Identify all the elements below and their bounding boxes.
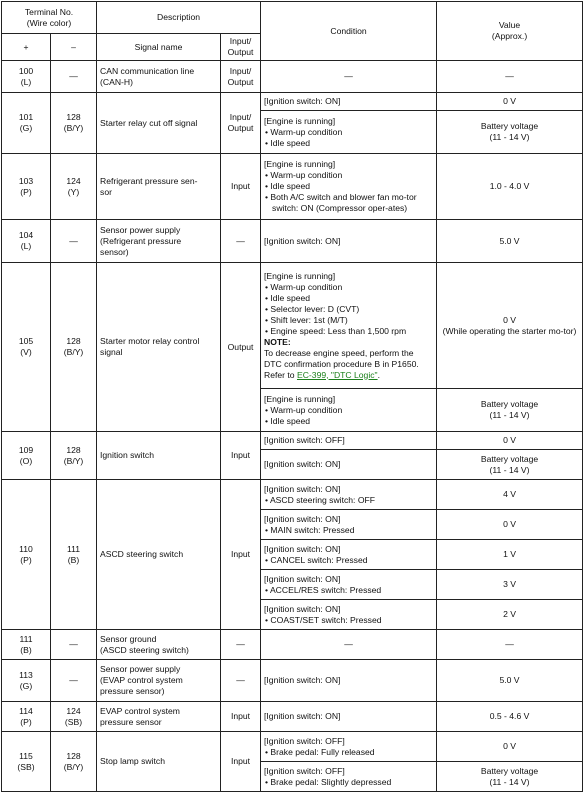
terminal-minus: —: [51, 61, 97, 93]
terminal-plus: [2, 480, 51, 630]
value-line: (While operating the starter mo-tor): [442, 325, 577, 336]
table-row: [2, 660, 583, 702]
condition: [261, 263, 437, 389]
terminal-minus: [51, 93, 97, 154]
wire-color: (G): [19, 123, 33, 133]
terminal-plus: [2, 154, 51, 220]
terminal-plus: [2, 702, 51, 732]
condition-bullet: • MAIN switch: Pressed: [264, 525, 433, 536]
condition: [261, 510, 437, 540]
signal-line: Sensor ground: [100, 633, 157, 644]
terminal-plus: [2, 432, 51, 480]
value-line: Battery voltage: [480, 765, 539, 776]
condition-line: [Ignition switch: ON]: [264, 603, 341, 614]
wire-color: (B/Y): [63, 455, 84, 466]
signal-line: pressure sensor): [100, 686, 165, 696]
condition-bullet: • Warm-up condition: [264, 405, 433, 416]
note-label: NOTE:: [264, 336, 291, 347]
terminal-number: 111: [66, 543, 81, 554]
terminal-number: 104: [18, 230, 34, 240]
condition-header: Condition: [261, 2, 437, 61]
wire-color: (P): [20, 716, 32, 727]
condition-bullet: • Warm-up condition: [264, 170, 433, 181]
value: 2 V: [437, 600, 583, 630]
minus-header: –: [51, 34, 97, 61]
condition-line: [Ignition switch: ON]: [264, 96, 341, 106]
wire-color: (B/Y): [63, 123, 84, 133]
condition: [261, 762, 437, 792]
condition-line: [Engine is running]: [264, 270, 336, 281]
value-label: Value: [498, 20, 521, 30]
condition-bullet: • COAST/SET switch: Pressed: [264, 615, 433, 626]
value: 0 V: [437, 510, 583, 540]
condition-bullet: • Warm-up condition: [264, 127, 433, 138]
io-type: Input: [221, 432, 261, 480]
terminal-number: 124: [66, 705, 81, 716]
condition-line: [Ignition switch: OFF]: [264, 735, 345, 746]
condition-bullet: • Brake pedal: Fully released: [264, 747, 433, 758]
wire-color: (V): [20, 347, 32, 357]
signal-line: sensor): [100, 246, 129, 257]
note-body: To decrease engine speed, perform the DTC confirmation procedure B in P1650. Refer to: [264, 347, 419, 380]
condition-bullet: • Idle speed: [264, 138, 433, 149]
terminal-minus: —: [51, 220, 97, 263]
condition-line: [Ignition switch: ON]: [264, 513, 341, 524]
condition: [261, 540, 437, 570]
description-header: Description: [97, 2, 261, 34]
io-type: Input: [221, 732, 261, 792]
dtc-logic-link[interactable]: EC-399, "DTC Logic": [296, 369, 378, 380]
condition: [Ignition switch: ON]: [261, 660, 437, 702]
wire-color-label: (Wire color): [26, 17, 72, 28]
wire-color: (O): [19, 455, 33, 466]
condition-bullet: • Brake pedal: Slightly depressed: [264, 777, 433, 788]
terminal-number: 115: [19, 750, 33, 761]
wire-color: (B/Y): [63, 347, 84, 357]
signal-name: [97, 220, 221, 263]
io-label-1: Input/: [229, 36, 252, 46]
value: 3 V: [437, 570, 583, 600]
condition: [261, 154, 437, 220]
table-row: [2, 702, 583, 732]
condition-line: [Engine is running]: [264, 159, 336, 169]
signal-name: [97, 61, 221, 93]
condition-bullet: • Selector lever: D (CVT): [264, 304, 433, 315]
terminal-minus: [51, 702, 97, 732]
terminal-minus: —: [51, 630, 97, 660]
value: 0.5 - 4.6 V: [437, 702, 583, 732]
condition-bullet: • Idle speed: [264, 293, 433, 304]
note-end: .: [377, 369, 380, 380]
terminal-number: 101: [18, 112, 34, 122]
wire-color: (P): [20, 554, 32, 565]
condition: [261, 570, 437, 600]
terminal-number: 128: [66, 444, 81, 455]
io-header: [221, 34, 261, 61]
terminal-minus: [51, 432, 97, 480]
value: 4 V: [437, 480, 583, 510]
signal-name: [97, 630, 221, 660]
value: [437, 450, 583, 480]
value: [437, 111, 583, 154]
terminal-no-label: Terminal No.: [24, 6, 74, 17]
value: —: [437, 61, 583, 93]
terminal-number: 124: [66, 175, 81, 186]
signal-name: [97, 154, 221, 220]
wire-color: (G): [19, 680, 33, 691]
signal-name: [97, 660, 221, 702]
terminal-number: 100: [18, 65, 34, 76]
value-line: (11 - 14 V): [489, 132, 530, 142]
terminal-number: 103: [18, 175, 34, 186]
signal-name: [97, 263, 221, 432]
terminal-minus: [51, 480, 97, 630]
terminal-spec-table: [1, 1, 583, 792]
value-line: Battery voltage: [480, 399, 539, 409]
terminal-minus: [51, 154, 97, 220]
signal-line: CAN communication line: [100, 65, 195, 76]
signal-line: (CAN-H): [100, 76, 133, 87]
signal-line: pressure sensor: [100, 716, 162, 727]
wire-color: (B/Y): [63, 761, 84, 772]
value-line: (11 - 14 V): [489, 464, 530, 475]
value-header: [437, 2, 583, 61]
terminal-minus: —: [51, 660, 97, 702]
wire-color: (P): [20, 186, 32, 197]
signal-line: Sensor power supply: [100, 224, 181, 235]
table-row: [2, 480, 583, 510]
io-type: Input: [221, 702, 261, 732]
condition: [261, 389, 437, 432]
value: —: [437, 630, 583, 660]
signal-name: ASCD steering switch: [97, 480, 221, 630]
io-type: [221, 93, 261, 154]
condition-bullet: • Idle speed: [264, 416, 433, 427]
signal-line: (Refrigerant pressure: [100, 235, 182, 246]
table-row: [2, 61, 583, 93]
terminal-number: 128: [66, 750, 81, 761]
wire-color: (SB): [64, 716, 83, 727]
terminal-plus: [2, 220, 51, 263]
condition-line: [Ignition switch: ON]: [264, 543, 341, 554]
signal-line: Refrigerant pressure sen-: [100, 175, 198, 186]
terminal-number: 128: [66, 112, 81, 122]
table-row: [2, 732, 583, 762]
signal-name: Ignition switch: [97, 432, 221, 480]
value-line: (11 - 14 V): [489, 410, 530, 420]
io-line: Output: [227, 123, 254, 133]
signal-line: (ASCD steering switch): [100, 644, 189, 655]
value: [437, 263, 583, 389]
signal-name: [97, 702, 221, 732]
value: [437, 389, 583, 432]
approx-label: (Approx.): [491, 31, 528, 41]
signal-line: Sensor power supply: [100, 664, 181, 674]
condition: [261, 93, 437, 111]
signal-line: signal: [100, 347, 123, 357]
condition: [261, 111, 437, 154]
condition-line: [Ignition switch: OFF]: [264, 765, 345, 776]
signal-line: Starter motor relay control: [100, 336, 200, 346]
io-type: [221, 61, 261, 93]
condition: [261, 480, 437, 510]
terminal-plus: [2, 61, 51, 93]
condition-line: [Engine is running]: [264, 393, 336, 404]
io-type: Output: [221, 263, 261, 432]
condition-bullet: • Engine speed: Less than 1,500 rpm: [264, 326, 433, 337]
wire-color: (L): [20, 241, 32, 251]
io-type: —: [221, 630, 261, 660]
wire-color: (B): [67, 554, 80, 565]
wire-color: (Y): [67, 186, 80, 197]
io-type: Input: [221, 480, 261, 630]
terminal-plus: [2, 660, 51, 702]
table-row: [2, 630, 583, 660]
value: 1.0 - 4.0 V: [437, 154, 583, 220]
note-text: [264, 348, 419, 380]
condition-bullet: • Warm-up condition: [264, 282, 433, 293]
io-type: —: [221, 220, 261, 263]
condition-bullet: • ACCEL/RES switch: Pressed: [264, 585, 433, 596]
signal-name: Stop lamp switch: [97, 732, 221, 792]
signal-name-header: Signal name: [97, 34, 221, 61]
io-label-2: Output: [227, 47, 254, 57]
value: 5.0 V: [437, 220, 583, 263]
io-line: Input/: [229, 112, 252, 122]
table-row: [2, 263, 583, 389]
value: [437, 762, 583, 792]
condition-line: [Engine is running]: [264, 115, 336, 126]
value: 5.0 V: [437, 660, 583, 702]
condition-line: [Ignition switch: ON]: [264, 573, 341, 584]
io-type: Input: [221, 154, 261, 220]
condition-bullet: • Shift lever: 1st (M/T): [264, 315, 433, 326]
table-row: [2, 220, 583, 263]
terminal-no-header: [2, 2, 97, 34]
value: 0 V: [437, 93, 583, 111]
value-line: Battery voltage: [480, 453, 539, 464]
value-line: 0 V: [503, 314, 516, 325]
table-row: [2, 432, 583, 450]
condition: [Ignition switch: ON]: [261, 702, 437, 732]
terminal-number: 114: [19, 705, 33, 716]
condition: [Ignition switch: ON]: [261, 450, 437, 480]
condition: —: [261, 61, 437, 93]
condition-bullet: • CANCEL switch: Pressed: [264, 555, 433, 566]
table-row: [2, 93, 583, 111]
condition-bullet: • ASCD steering switch: OFF: [264, 495, 433, 506]
wire-color: (L): [20, 76, 32, 87]
condition: [Ignition switch: OFF]: [261, 432, 437, 450]
signal-name: Starter relay cut off signal: [97, 93, 221, 154]
terminal-minus: [51, 263, 97, 432]
io-line: Output: [227, 76, 254, 87]
terminal-number: 105: [18, 336, 34, 346]
wire-color: (SB): [17, 761, 35, 772]
header-row: [2, 2, 583, 34]
condition: [Ignition switch: ON]: [261, 220, 437, 263]
signal-line: EVAP control system: [100, 705, 180, 716]
io-line: Input/: [229, 65, 252, 76]
condition-line: [Ignition switch: ON]: [264, 483, 341, 494]
terminal-number: 109: [18, 444, 34, 455]
condition: —: [261, 630, 437, 660]
table-row: [2, 154, 583, 220]
terminal-plus: [2, 263, 51, 432]
terminal-minus: [51, 732, 97, 792]
value: 0 V: [437, 732, 583, 762]
condition: [261, 732, 437, 762]
condition-bullet: • Both A/C switch and blower fan mo-tor switch: ON (Compressor oper-ates): [264, 192, 433, 214]
io-type: —: [221, 660, 261, 702]
terminal-number: 128: [66, 336, 81, 346]
condition-bullet: • Idle speed: [264, 181, 433, 192]
signal-line: sor: [100, 186, 112, 197]
value-line: (11 - 14 V): [489, 776, 530, 787]
terminal-plus: [2, 630, 51, 660]
terminal-plus: [2, 93, 51, 154]
condition: [261, 600, 437, 630]
terminal-plus: [2, 732, 51, 792]
value: 1 V: [437, 540, 583, 570]
terminal-number: 113: [19, 669, 33, 680]
terminal-number: 111: [19, 633, 33, 644]
terminal-number: 110: [19, 543, 33, 554]
plus-header: +: [2, 34, 51, 61]
value: 0 V: [437, 432, 583, 450]
signal-line: (EVAP control system: [100, 675, 183, 685]
value-line: Battery voltage: [480, 121, 539, 131]
wire-color: (B): [20, 644, 32, 655]
